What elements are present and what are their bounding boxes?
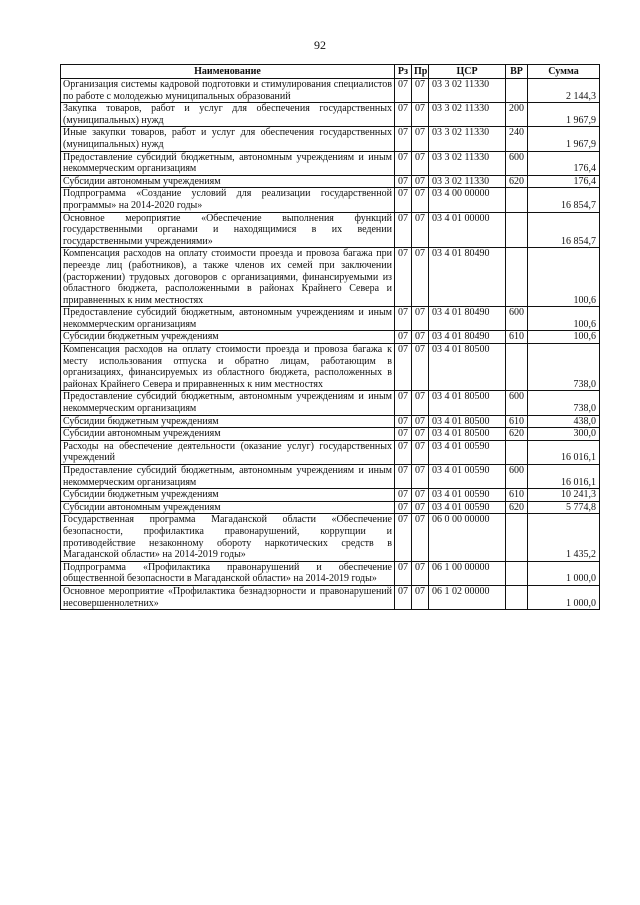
- budget-table: [60, 64, 600, 610]
- cell-pr: 07: [412, 428, 429, 441]
- cell-rz: 07: [395, 585, 412, 609]
- cell-sum: 1 435,2: [528, 514, 600, 561]
- cell-pr: 07: [412, 585, 429, 609]
- cell-name: Основное мероприятие «Обеспечение выполнения функций государственными органами и находящимися в их ведении государственными учреждениями»: [61, 212, 395, 248]
- cell-pr: 07: [412, 307, 429, 331]
- table-row: [61, 489, 600, 502]
- header-sum: Сумма: [528, 65, 600, 79]
- table-row: [61, 103, 600, 127]
- cell-sum: 16 016,1: [528, 465, 600, 489]
- cell-rz: 07: [395, 391, 412, 415]
- header-pr: Пр: [412, 65, 429, 79]
- cell-sum: 1 000,0: [528, 585, 600, 609]
- cell-sum: 16 016,1: [528, 440, 600, 464]
- cell-csr: 03 4 01 80490: [429, 331, 506, 344]
- cell-csr: 03 4 01 80500: [429, 391, 506, 415]
- table-row: [61, 248, 600, 307]
- header-csr: ЦСР: [429, 65, 506, 79]
- cell-vr: 610: [506, 489, 528, 502]
- cell-name: Организация системы кадровой подготовки и стимулирования специалистов по работе с молодежью муниципальных образований: [61, 79, 395, 103]
- page-number: 92: [314, 38, 326, 52]
- cell-name: Субсидии бюджетным учреждениям: [61, 415, 395, 428]
- cell-pr: 07: [412, 489, 429, 502]
- cell-name: Субсидии бюджетным учреждениям: [61, 489, 395, 502]
- cell-vr: 620: [506, 501, 528, 514]
- table-row: [61, 307, 600, 331]
- header-vr: ВР: [506, 65, 528, 79]
- cell-vr: 620: [506, 175, 528, 188]
- cell-rz: 07: [395, 307, 412, 331]
- table-row: [61, 514, 600, 561]
- cell-vr: 620: [506, 428, 528, 441]
- table-row: [61, 415, 600, 428]
- cell-csr: 03 4 01 00590: [429, 465, 506, 489]
- table-row: [61, 188, 600, 212]
- cell-pr: 07: [412, 127, 429, 151]
- cell-rz: 07: [395, 501, 412, 514]
- cell-name: Субсидии бюджетным учреждениям: [61, 331, 395, 344]
- cell-vr: [506, 344, 528, 391]
- cell-pr: 07: [412, 391, 429, 415]
- header-name: Наименование: [61, 65, 395, 79]
- cell-name: Субсидии автономным учреждениям: [61, 428, 395, 441]
- table-row: [61, 501, 600, 514]
- cell-csr: 03 3 02 11330: [429, 151, 506, 175]
- cell-rz: 07: [395, 103, 412, 127]
- cell-sum: 100,6: [528, 248, 600, 307]
- cell-name: Предоставление субсидий бюджетным, автономным учреждениям и иным некоммерческим организациям: [61, 391, 395, 415]
- cell-pr: 07: [412, 331, 429, 344]
- cell-rz: 07: [395, 514, 412, 561]
- cell-rz: 07: [395, 212, 412, 248]
- cell-csr: 03 4 01 80490: [429, 307, 506, 331]
- cell-pr: 07: [412, 79, 429, 103]
- cell-sum: 300,0: [528, 428, 600, 441]
- cell-pr: 07: [412, 212, 429, 248]
- cell-vr: [506, 248, 528, 307]
- cell-name: Субсидии автономным учреждениям: [61, 501, 395, 514]
- cell-name: Предоставление субсидий бюджетным, автономным учреждениям и иным некоммерческим организациям: [61, 151, 395, 175]
- cell-pr: 07: [412, 151, 429, 175]
- cell-csr: 03 4 00 00000: [429, 188, 506, 212]
- table-row: [61, 151, 600, 175]
- cell-csr: 06 1 02 00000: [429, 585, 506, 609]
- cell-vr: 610: [506, 331, 528, 344]
- cell-vr: [506, 79, 528, 103]
- cell-name: Закупка товаров, работ и услуг для обеспечения государственных (муниципальных) нужд: [61, 103, 395, 127]
- cell-pr: 07: [412, 561, 429, 585]
- table-header-row: [61, 65, 600, 79]
- cell-name: Предоставление субсидий бюджетным, автономным учреждениям и иным некоммерческим организациям: [61, 465, 395, 489]
- table-row: [61, 344, 600, 391]
- cell-sum: 2 144,3: [528, 79, 600, 103]
- table-row: [61, 127, 600, 151]
- cell-sum: 1 967,9: [528, 127, 600, 151]
- cell-name: Расходы на обеспечение деятельности (оказание услуг) государственных учреждений: [61, 440, 395, 464]
- cell-pr: 07: [412, 188, 429, 212]
- cell-rz: 07: [395, 331, 412, 344]
- cell-rz: 07: [395, 415, 412, 428]
- cell-pr: 07: [412, 415, 429, 428]
- cell-sum: 738,0: [528, 391, 600, 415]
- cell-vr: [506, 514, 528, 561]
- cell-pr: 07: [412, 344, 429, 391]
- cell-vr: [506, 561, 528, 585]
- cell-sum: 438,0: [528, 415, 600, 428]
- cell-vr: [506, 212, 528, 248]
- cell-vr: 240: [506, 127, 528, 151]
- table-row: [61, 391, 600, 415]
- cell-vr: 600: [506, 391, 528, 415]
- header-rz: Рз: [395, 65, 412, 79]
- cell-csr: 06 0 00 00000: [429, 514, 506, 561]
- cell-vr: [506, 188, 528, 212]
- cell-name: Субсидии автономным учреждениям: [61, 175, 395, 188]
- cell-pr: 07: [412, 501, 429, 514]
- table-row: [61, 465, 600, 489]
- cell-sum: 16 854,7: [528, 212, 600, 248]
- cell-name: Подпрограмма «Создание условий для реализации государственной программы» на 2014-2020 годы»: [61, 188, 395, 212]
- cell-name: Государственная программа Магаданской области «Обеспечение безопасности, профилактика правонарушений, коррупции и противодействие незаконному обороту наркотических средств в Магаданской области» на 2014-2019 годы»: [61, 514, 395, 561]
- cell-sum: 100,6: [528, 331, 600, 344]
- cell-vr: 600: [506, 151, 528, 175]
- cell-rz: 07: [395, 175, 412, 188]
- cell-vr: 600: [506, 465, 528, 489]
- cell-csr: 06 1 00 00000: [429, 561, 506, 585]
- cell-rz: 07: [395, 561, 412, 585]
- cell-pr: 07: [412, 175, 429, 188]
- cell-csr: 03 4 01 80500: [429, 428, 506, 441]
- cell-name: Компенсация расходов на оплату стоимости проезда и провоза багажа к месту использования отпуска и обратно лицам, работающим в организациях, финансируемых из областного бюджета, расположенных в районах Крайнего Севера и приравненных к ним местностях: [61, 344, 395, 391]
- cell-name: Основное мероприятие «Профилактика безнадзорности и правонарушений несовершеннолетних»: [61, 585, 395, 609]
- cell-csr: 03 3 02 11330: [429, 175, 506, 188]
- cell-csr: 03 3 02 11330: [429, 103, 506, 127]
- cell-rz: 07: [395, 79, 412, 103]
- cell-vr: 600: [506, 307, 528, 331]
- cell-csr: 03 4 01 00590: [429, 440, 506, 464]
- cell-rz: 07: [395, 428, 412, 441]
- table-body: [61, 79, 600, 610]
- table-row: [61, 428, 600, 441]
- cell-sum: 1 000,0: [528, 561, 600, 585]
- cell-vr: [506, 440, 528, 464]
- cell-name: Предоставление субсидий бюджетным, автономным учреждениям и иным некоммерческим организациям: [61, 307, 395, 331]
- cell-name: Компенсация расходов на оплату стоимости проезда и провоза багажа при переезде лиц (работников), а также членов их семей при заключении (расторжении) трудовых договоров с организациями, финансируемыми из областного бюджета, расположенными в районах Крайнего Севера и приравненных к ним местностях: [61, 248, 395, 307]
- cell-pr: 07: [412, 514, 429, 561]
- table-row: [61, 331, 600, 344]
- cell-pr: 07: [412, 248, 429, 307]
- cell-rz: 07: [395, 127, 412, 151]
- cell-name: Подпрограмма «Профилактика правонарушений и обеспечение общественной безопасности в Магаданской области» на 2014-2019 годы»: [61, 561, 395, 585]
- cell-name: Иные закупки товаров, работ и услуг для обеспечения государственных (муниципальных) нужд: [61, 127, 395, 151]
- cell-pr: 07: [412, 103, 429, 127]
- cell-pr: 07: [412, 440, 429, 464]
- cell-sum: 176,4: [528, 175, 600, 188]
- cell-vr: [506, 585, 528, 609]
- table-row: [61, 79, 600, 103]
- cell-rz: 07: [395, 465, 412, 489]
- cell-sum: 1 967,9: [528, 103, 600, 127]
- cell-vr: 610: [506, 415, 528, 428]
- cell-csr: 03 3 02 11330: [429, 79, 506, 103]
- cell-sum: 176,4: [528, 151, 600, 175]
- cell-vr: 200: [506, 103, 528, 127]
- cell-sum: 10 241,3: [528, 489, 600, 502]
- cell-csr: 03 4 01 00590: [429, 489, 506, 502]
- cell-csr: 03 4 01 80500: [429, 344, 506, 391]
- cell-csr: 03 4 01 00590: [429, 501, 506, 514]
- table-row: [61, 440, 600, 464]
- cell-csr: 03 4 01 80490: [429, 248, 506, 307]
- cell-csr: 03 4 01 80500: [429, 415, 506, 428]
- cell-rz: 07: [395, 188, 412, 212]
- cell-csr: 03 4 01 00000: [429, 212, 506, 248]
- cell-sum: 738,0: [528, 344, 600, 391]
- cell-rz: 07: [395, 344, 412, 391]
- table-row: [61, 212, 600, 248]
- cell-rz: 07: [395, 440, 412, 464]
- table-row: [61, 585, 600, 609]
- cell-sum: 16 854,7: [528, 188, 600, 212]
- cell-rz: 07: [395, 151, 412, 175]
- cell-rz: 07: [395, 489, 412, 502]
- cell-sum: 5 774,8: [528, 501, 600, 514]
- table-row: [61, 561, 600, 585]
- table-row: [61, 175, 600, 188]
- cell-sum: 100,6: [528, 307, 600, 331]
- cell-csr: 03 3 02 11330: [429, 127, 506, 151]
- cell-rz: 07: [395, 248, 412, 307]
- cell-pr: 07: [412, 465, 429, 489]
